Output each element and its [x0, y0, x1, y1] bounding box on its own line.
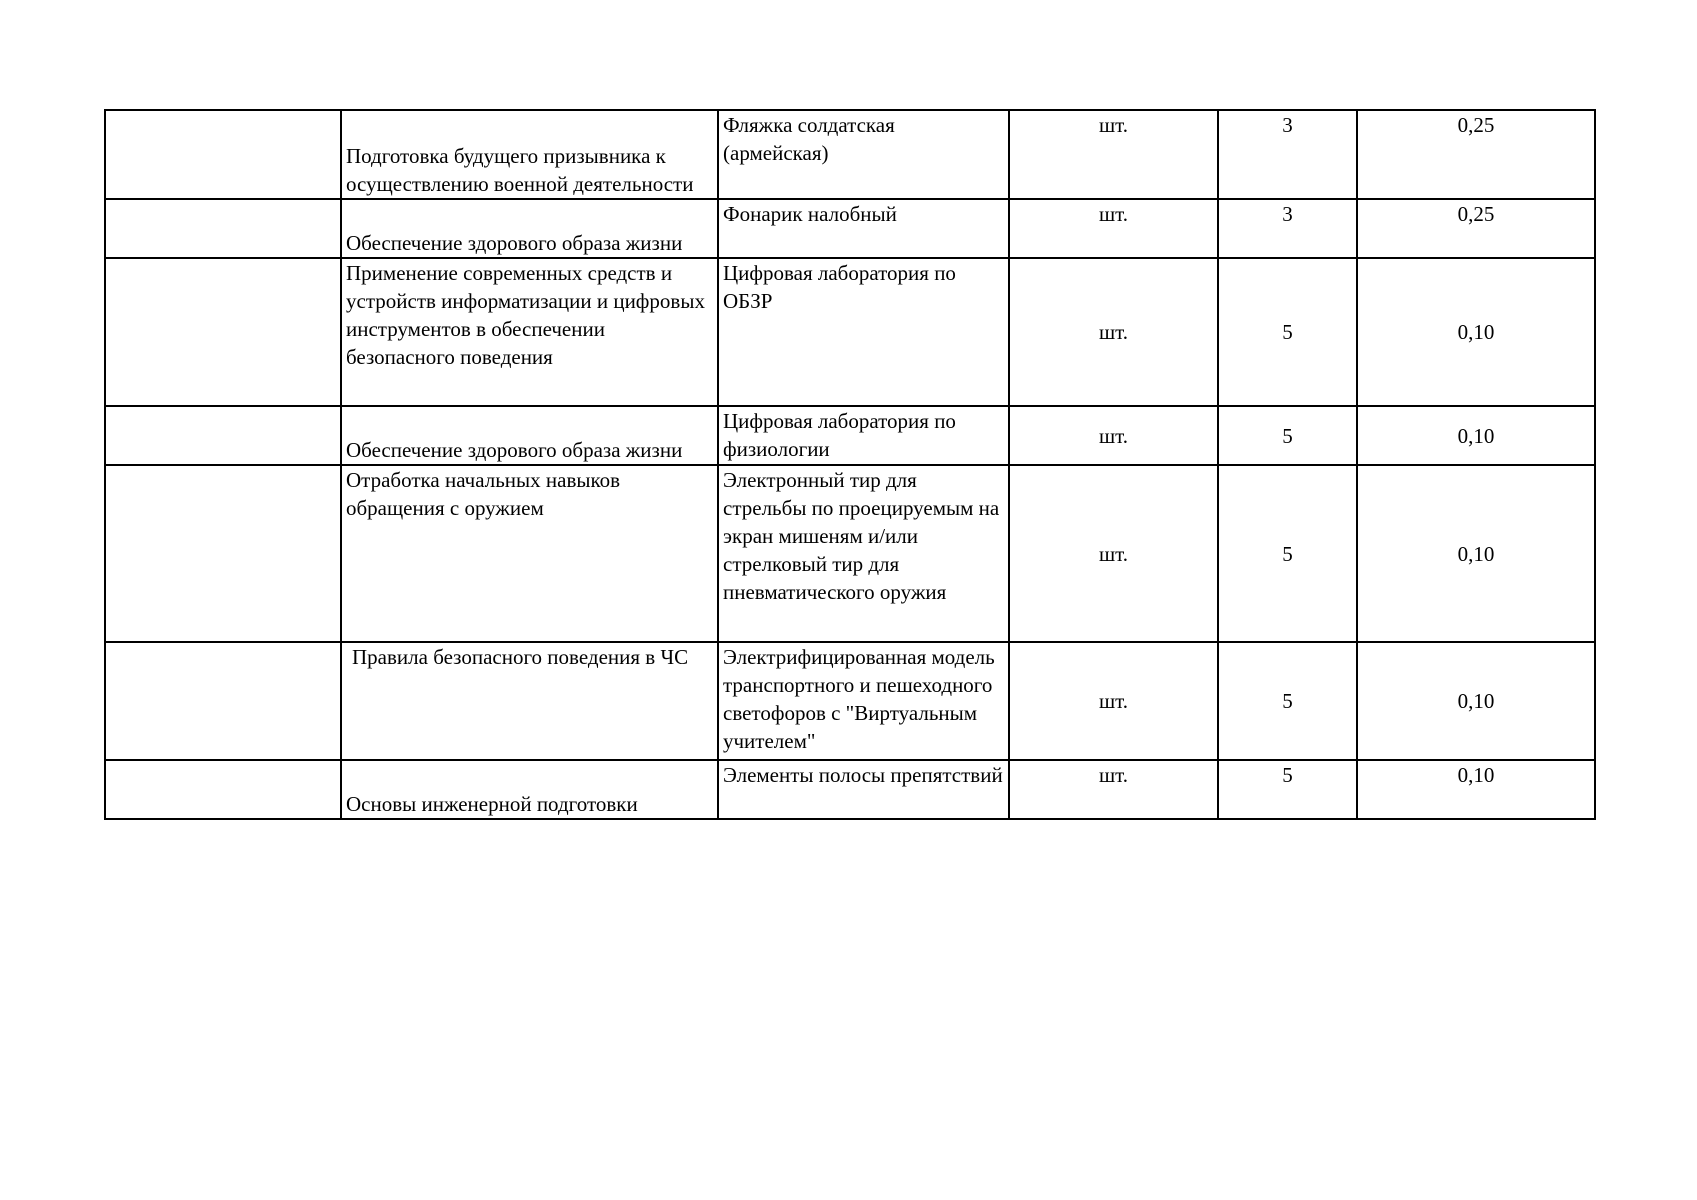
unit-cell: шт. — [1009, 406, 1218, 465]
table-row — [105, 110, 1595, 199]
quantity-cell: 5 — [1218, 760, 1357, 819]
table-row — [105, 406, 1595, 465]
quantity-cell: 3 — [1218, 110, 1357, 199]
section-cell: Правила безопасного поведения в ЧС — [341, 642, 718, 760]
item-cell: Фляжка солдатская (армейская) — [718, 110, 1009, 199]
quantity-cell: 5 — [1218, 465, 1357, 642]
table-row — [105, 642, 1595, 760]
item-cell: Цифровая лаборатория по физиологии — [718, 406, 1009, 465]
item-cell: Электронный тир для стрельбы по проецируемым на экран мишеням и/или стрелковый тир для пневматического оружия — [718, 465, 1009, 642]
item-cell: Электрифицированная модель транспортного и пешеходного светофоров с "Виртуальным учителем" — [718, 642, 1009, 760]
coefficient-cell: 0,10 — [1357, 760, 1595, 819]
coefficient-cell: 0,10 — [1357, 642, 1595, 760]
section-cell: Применение современных средств и устройств информатизации и цифровых инструментов в обеспечении безопасного поведения — [341, 258, 718, 406]
row-number-cell — [105, 258, 341, 406]
table-row — [105, 760, 1595, 819]
row-number-cell — [105, 110, 341, 199]
unit-cell: шт. — [1009, 110, 1218, 199]
section-cell: Подготовка будущего призывника к осуществлению военной деятельности — [341, 110, 718, 199]
section-cell: Основы инженерной подготовки — [341, 760, 718, 819]
quantity-cell: 5 — [1218, 642, 1357, 760]
row-number-cell — [105, 642, 341, 760]
quantity-cell: 5 — [1218, 406, 1357, 465]
row-number-cell — [105, 199, 341, 258]
row-number-cell — [105, 760, 341, 819]
unit-cell: шт. — [1009, 642, 1218, 760]
coefficient-cell: 0,25 — [1357, 199, 1595, 258]
row-number-cell — [105, 406, 341, 465]
item-cell: Цифровая лаборатория по ОБЗР — [718, 258, 1009, 406]
quantity-cell: 3 — [1218, 199, 1357, 258]
section-cell: Обеспечение здорового образа жизни — [341, 199, 718, 258]
row-number-cell — [105, 465, 341, 642]
unit-cell: шт. — [1009, 760, 1218, 819]
unit-cell: шт. — [1009, 465, 1218, 642]
section-cell: Отработка начальных навыков обращения с оружием — [341, 465, 718, 642]
section-cell: Обеспечение здорового образа жизни — [341, 406, 718, 465]
coefficient-cell: 0,25 — [1357, 110, 1595, 199]
table-row — [105, 465, 1595, 642]
document-sheet — [104, 109, 1594, 820]
unit-cell: шт. — [1009, 258, 1218, 406]
equipment-table — [104, 109, 1596, 820]
coefficient-cell: 0,10 — [1357, 258, 1595, 406]
unit-cell: шт. — [1009, 199, 1218, 258]
table-row — [105, 199, 1595, 258]
quantity-cell: 5 — [1218, 258, 1357, 406]
item-cell: Элементы полосы препятствий — [718, 760, 1009, 819]
coefficient-cell: 0,10 — [1357, 406, 1595, 465]
item-cell: Фонарик налобный — [718, 199, 1009, 258]
table-row — [105, 258, 1595, 406]
coefficient-cell: 0,10 — [1357, 465, 1595, 642]
